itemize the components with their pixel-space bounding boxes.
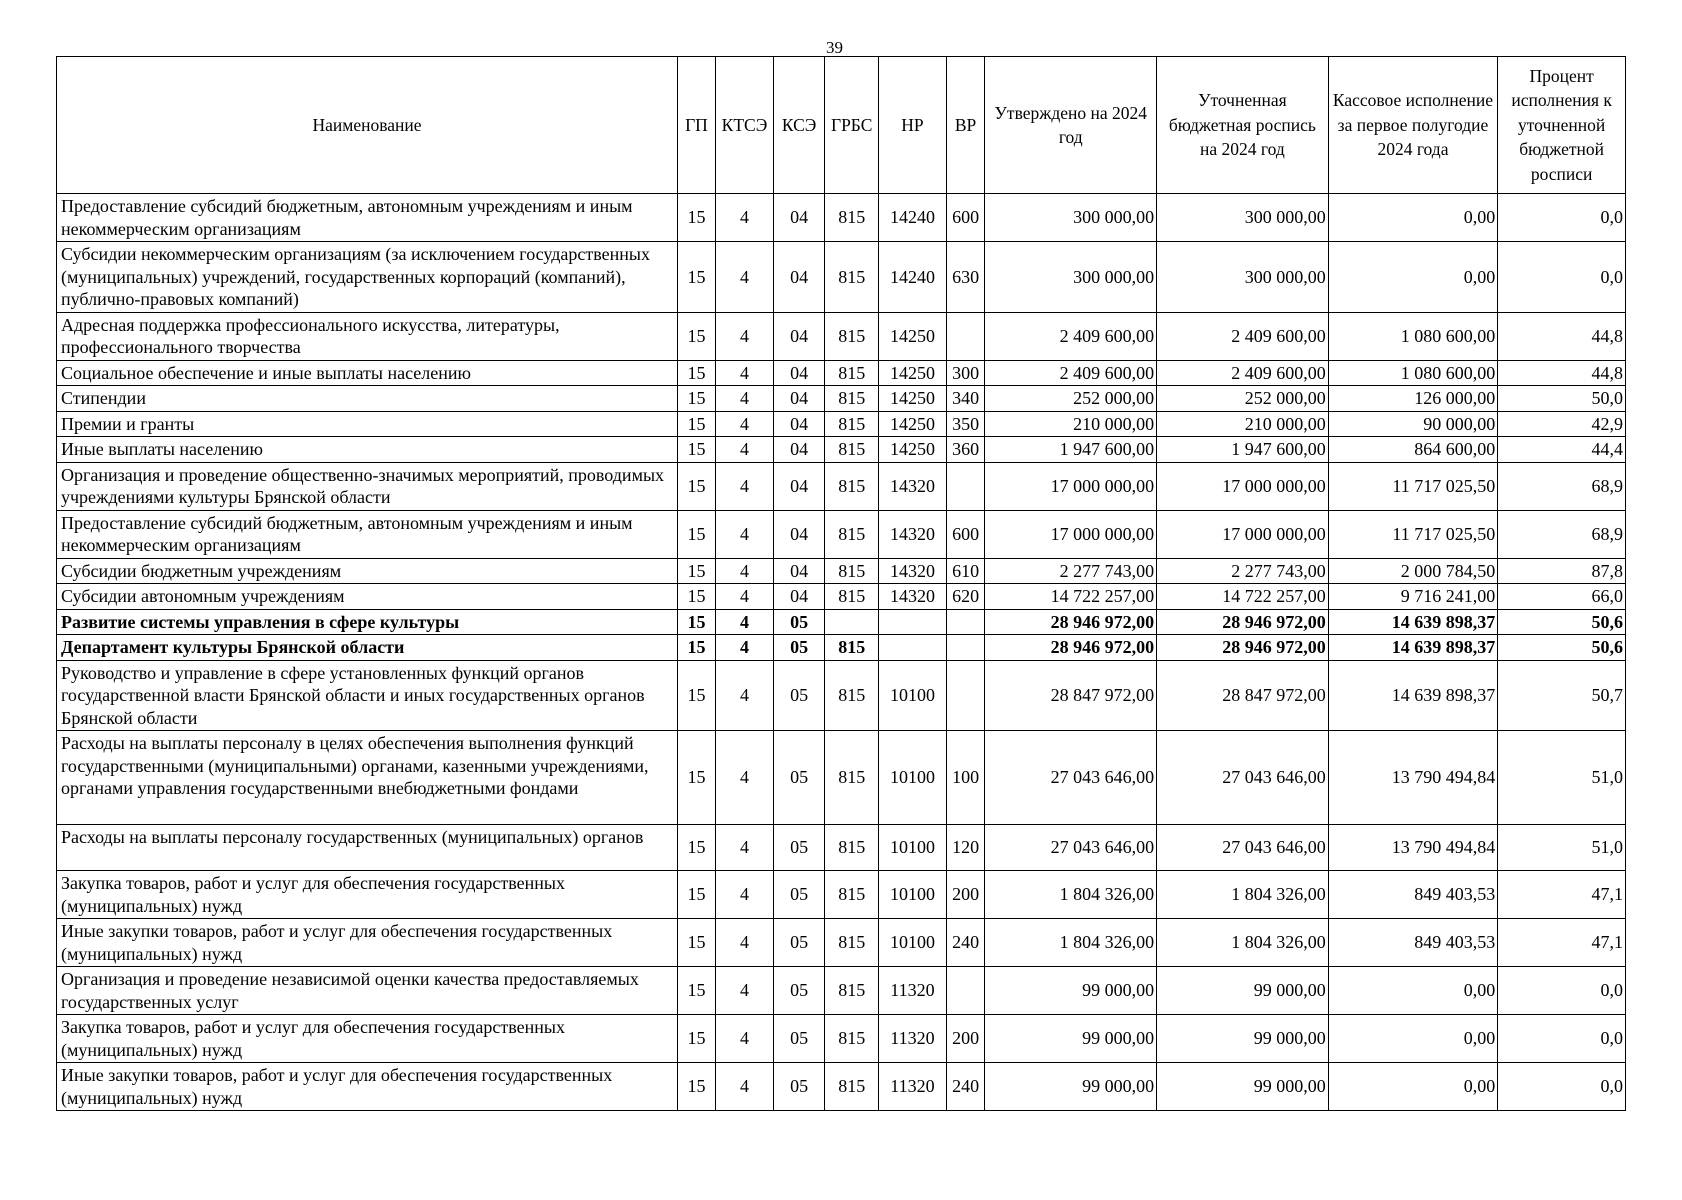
cell-approved: 27 043 646,00 xyxy=(985,825,1157,871)
cell-percent: 87,8 xyxy=(1498,558,1626,584)
cell-gp: 15 xyxy=(678,584,716,610)
cell-ktse: 4 xyxy=(715,871,773,919)
cell-gp: 15 xyxy=(678,609,716,635)
cell-refined: 1 947 600,00 xyxy=(1157,437,1329,463)
cell-refined: 2 409 600,00 xyxy=(1157,312,1329,360)
cell-ktse: 4 xyxy=(715,437,773,463)
cell-np: 10100 xyxy=(879,919,946,967)
cell-name: Департамент культуры Брянской области xyxy=(57,635,678,661)
cell-kse: 04 xyxy=(774,584,825,610)
cell-np: 11320 xyxy=(879,1015,946,1063)
cell-refined: 252 000,00 xyxy=(1157,386,1329,412)
header-kse: КСЭ xyxy=(774,57,825,194)
cell-gp: 15 xyxy=(678,825,716,871)
cell-vr: 100 xyxy=(946,731,985,825)
cell-kse: 04 xyxy=(774,312,825,360)
cell-grbs: 815 xyxy=(825,312,879,360)
cell-grbs: 815 xyxy=(825,194,879,242)
cell-name: Организация и проведение независимой оценки качества предоставляемых государственных услуг xyxy=(57,967,678,1015)
cell-vr xyxy=(946,312,985,360)
cell-percent: 0,0 xyxy=(1498,1063,1626,1111)
cell-approved: 2 409 600,00 xyxy=(985,360,1157,386)
table-row xyxy=(57,584,1626,610)
cell-name: Адресная поддержка профессионального искусства, литературы, профессионального творчества xyxy=(57,312,678,360)
cell-ktse: 4 xyxy=(715,967,773,1015)
cell-np: 11320 xyxy=(879,967,946,1015)
cell-kse: 04 xyxy=(774,411,825,437)
cell-percent: 44,8 xyxy=(1498,360,1626,386)
cell-percent: 50,6 xyxy=(1498,609,1626,635)
cell-approved: 1 804 326,00 xyxy=(985,871,1157,919)
cell-np xyxy=(879,609,946,635)
table-row xyxy=(57,411,1626,437)
cell-approved: 300 000,00 xyxy=(985,194,1157,242)
cell-vr: 300 xyxy=(946,360,985,386)
cell-percent: 47,1 xyxy=(1498,871,1626,919)
cell-kse: 05 xyxy=(774,1015,825,1063)
cell-gp: 15 xyxy=(678,871,716,919)
cell-np: 14250 xyxy=(879,411,946,437)
cell-name: Организация и проведение общественно-значимых мероприятий, проводимых учреждениями культуры Брянской области xyxy=(57,462,678,510)
cell-np: 14250 xyxy=(879,312,946,360)
cell-np: 14250 xyxy=(879,437,946,463)
cell-vr: 620 xyxy=(946,584,985,610)
cell-kse: 04 xyxy=(774,242,825,313)
cell-percent: 50,0 xyxy=(1498,386,1626,412)
cell-vr: 120 xyxy=(946,825,985,871)
cell-gp: 15 xyxy=(678,386,716,412)
cell-name: Иные выплаты населению xyxy=(57,437,678,463)
header-name: Наименование xyxy=(57,57,678,194)
cell-approved: 28 946 972,00 xyxy=(985,609,1157,635)
header-vr: ВР xyxy=(946,57,985,194)
cell-kse: 05 xyxy=(774,1063,825,1111)
table-row xyxy=(57,919,1626,967)
cell-ktse: 4 xyxy=(715,386,773,412)
cell-approved: 14 722 257,00 xyxy=(985,584,1157,610)
cell-vr xyxy=(946,609,985,635)
cell-cash: 13 790 494,84 xyxy=(1328,731,1498,825)
cell-vr: 600 xyxy=(946,510,985,558)
cell-kse: 05 xyxy=(774,731,825,825)
cell-np: 14320 xyxy=(879,584,946,610)
cell-grbs: 815 xyxy=(825,731,879,825)
cell-name: Расходы на выплаты персоналу государственных (муниципальных) органов xyxy=(57,825,678,871)
cell-kse: 05 xyxy=(774,660,825,731)
cell-percent: 0,0 xyxy=(1498,242,1626,313)
cell-vr xyxy=(946,660,985,731)
cell-grbs: 815 xyxy=(825,660,879,731)
cell-approved: 28 946 972,00 xyxy=(985,635,1157,661)
header-np: НР xyxy=(879,57,946,194)
table-row xyxy=(57,360,1626,386)
cell-vr: 340 xyxy=(946,386,985,412)
cell-kse: 04 xyxy=(774,437,825,463)
cell-cash: 1 080 600,00 xyxy=(1328,312,1498,360)
cell-name: Субсидии некоммерческим организациям (за исключением государственных (муниципальных) учреждений, государственных корпораций (компаний), публично-правовых компаний) xyxy=(57,242,678,313)
table-row xyxy=(57,871,1626,919)
table-row xyxy=(57,660,1626,731)
header-approved: Утверждено на 2024 год xyxy=(985,57,1157,194)
cell-name: Предоставление субсидий бюджетным, автономным учреждениям и иным некоммерческим организациям xyxy=(57,194,678,242)
cell-name: Субсидии бюджетным учреждениям xyxy=(57,558,678,584)
cell-gp: 15 xyxy=(678,1015,716,1063)
cell-cash: 849 403,53 xyxy=(1328,871,1498,919)
cell-name: Стипендии xyxy=(57,386,678,412)
cell-name: Иные закупки товаров, работ и услуг для обеспечения государственных (муниципальных) нужд xyxy=(57,1063,678,1111)
cell-refined: 28 847 972,00 xyxy=(1157,660,1329,731)
cell-vr: 600 xyxy=(946,194,985,242)
cell-refined: 17 000 000,00 xyxy=(1157,462,1329,510)
cell-approved: 17 000 000,00 xyxy=(985,510,1157,558)
cell-refined: 99 000,00 xyxy=(1157,1015,1329,1063)
table-row xyxy=(57,825,1626,871)
cell-ktse: 4 xyxy=(715,584,773,610)
cell-vr: 200 xyxy=(946,1015,985,1063)
cell-kse: 05 xyxy=(774,871,825,919)
cell-kse: 04 xyxy=(774,360,825,386)
cell-percent: 50,7 xyxy=(1498,660,1626,731)
cell-grbs: 815 xyxy=(825,967,879,1015)
cell-cash: 0,00 xyxy=(1328,194,1498,242)
cell-percent: 44,4 xyxy=(1498,437,1626,463)
table-row xyxy=(57,462,1626,510)
table-row xyxy=(57,1063,1626,1111)
cell-approved: 17 000 000,00 xyxy=(985,462,1157,510)
table-row xyxy=(57,609,1626,635)
cell-percent: 51,0 xyxy=(1498,825,1626,871)
cell-name: Руководство и управление в сфере установленных функций органов государственной власти Брянской области и иных государственных органов Брянской области xyxy=(57,660,678,731)
cell-np: 14250 xyxy=(879,386,946,412)
cell-cash: 0,00 xyxy=(1328,242,1498,313)
cell-np: 10100 xyxy=(879,825,946,871)
cell-name: Субсидии автономным учреждениям xyxy=(57,584,678,610)
table-row xyxy=(57,312,1626,360)
cell-vr xyxy=(946,462,985,510)
cell-cash: 864 600,00 xyxy=(1328,437,1498,463)
cell-percent: 0,0 xyxy=(1498,1015,1626,1063)
cell-cash: 2 000 784,50 xyxy=(1328,558,1498,584)
cell-grbs: 815 xyxy=(825,919,879,967)
cell-percent: 44,8 xyxy=(1498,312,1626,360)
cell-kse: 05 xyxy=(774,609,825,635)
header-gp: ГП xyxy=(678,57,716,194)
cell-ktse: 4 xyxy=(715,635,773,661)
cell-approved: 300 000,00 xyxy=(985,242,1157,313)
cell-grbs xyxy=(825,609,879,635)
cell-grbs: 815 xyxy=(825,437,879,463)
cell-grbs: 815 xyxy=(825,462,879,510)
cell-gp: 15 xyxy=(678,437,716,463)
cell-name: Иные закупки товаров, работ и услуг для обеспечения государственных (муниципальных) нужд xyxy=(57,919,678,967)
cell-gp: 15 xyxy=(678,967,716,1015)
cell-ktse: 4 xyxy=(715,242,773,313)
cell-name: Премии и гранты xyxy=(57,411,678,437)
cell-gp: 15 xyxy=(678,558,716,584)
cell-ktse: 4 xyxy=(715,731,773,825)
cell-name: Развитие системы управления в сфере культуры xyxy=(57,609,678,635)
cell-kse: 05 xyxy=(774,919,825,967)
cell-cash: 14 639 898,37 xyxy=(1328,660,1498,731)
cell-ktse: 4 xyxy=(715,1015,773,1063)
cell-grbs: 815 xyxy=(825,510,879,558)
cell-grbs: 815 xyxy=(825,386,879,412)
header-ktse: КТСЭ xyxy=(715,57,773,194)
cell-kse: 04 xyxy=(774,194,825,242)
cell-grbs: 815 xyxy=(825,360,879,386)
table-row xyxy=(57,1015,1626,1063)
cell-np: 10100 xyxy=(879,731,946,825)
cell-percent: 47,1 xyxy=(1498,919,1626,967)
cell-percent: 50,6 xyxy=(1498,635,1626,661)
cell-kse: 05 xyxy=(774,635,825,661)
cell-grbs: 815 xyxy=(825,411,879,437)
cell-refined: 300 000,00 xyxy=(1157,194,1329,242)
cell-percent: 68,9 xyxy=(1498,510,1626,558)
cell-kse: 04 xyxy=(774,386,825,412)
cell-kse: 04 xyxy=(774,462,825,510)
cell-cash: 11 717 025,50 xyxy=(1328,462,1498,510)
cell-name: Предоставление субсидий бюджетным, автономным учреждениям и иным некоммерческим организациям xyxy=(57,510,678,558)
cell-approved: 27 043 646,00 xyxy=(985,731,1157,825)
cell-gp: 15 xyxy=(678,731,716,825)
table-row xyxy=(57,194,1626,242)
page-number: 39 xyxy=(826,38,843,57)
cell-cash: 14 639 898,37 xyxy=(1328,635,1498,661)
table-row xyxy=(57,242,1626,313)
table-row xyxy=(57,386,1626,412)
cell-grbs: 815 xyxy=(825,584,879,610)
cell-kse: 04 xyxy=(774,510,825,558)
cell-grbs: 815 xyxy=(825,1063,879,1111)
cell-gp: 15 xyxy=(678,510,716,558)
cell-gp: 15 xyxy=(678,919,716,967)
cell-cash: 1 080 600,00 xyxy=(1328,360,1498,386)
cell-approved: 2 409 600,00 xyxy=(985,312,1157,360)
header-refined: Уточненная бюджетная роспись на 2024 год xyxy=(1157,57,1329,194)
table-row xyxy=(57,635,1626,661)
cell-gp: 15 xyxy=(678,635,716,661)
cell-ktse: 4 xyxy=(715,660,773,731)
cell-refined: 1 804 326,00 xyxy=(1157,871,1329,919)
cell-cash: 126 000,00 xyxy=(1328,386,1498,412)
cell-grbs: 815 xyxy=(825,871,879,919)
cell-cash: 90 000,00 xyxy=(1328,411,1498,437)
header-cash: Кассовое исполнение за первое полугодие 2024 года xyxy=(1328,57,1498,194)
cell-cash: 0,00 xyxy=(1328,967,1498,1015)
cell-refined: 17 000 000,00 xyxy=(1157,510,1329,558)
cell-cash: 14 639 898,37 xyxy=(1328,609,1498,635)
cell-grbs: 815 xyxy=(825,1015,879,1063)
cell-ktse: 4 xyxy=(715,462,773,510)
cell-refined: 14 722 257,00 xyxy=(1157,584,1329,610)
cell-np: 10100 xyxy=(879,660,946,731)
cell-refined: 2 409 600,00 xyxy=(1157,360,1329,386)
cell-np: 14320 xyxy=(879,558,946,584)
cell-approved: 28 847 972,00 xyxy=(985,660,1157,731)
cell-approved: 1 947 600,00 xyxy=(985,437,1157,463)
cell-refined: 28 946 972,00 xyxy=(1157,609,1329,635)
cell-refined: 300 000,00 xyxy=(1157,242,1329,313)
cell-cash: 11 717 025,50 xyxy=(1328,510,1498,558)
cell-grbs: 815 xyxy=(825,558,879,584)
cell-approved: 1 804 326,00 xyxy=(985,919,1157,967)
header-row xyxy=(57,57,1626,194)
cell-cash: 13 790 494,84 xyxy=(1328,825,1498,871)
cell-vr: 240 xyxy=(946,1063,985,1111)
cell-vr xyxy=(946,635,985,661)
cell-ktse: 4 xyxy=(715,194,773,242)
cell-vr: 350 xyxy=(946,411,985,437)
cell-grbs: 815 xyxy=(825,242,879,313)
header-grbs: ГРБС xyxy=(825,57,879,194)
cell-refined: 27 043 646,00 xyxy=(1157,825,1329,871)
cell-name: Закупка товаров, работ и услуг для обеспечения государственных (муниципальных) нужд xyxy=(57,1015,678,1063)
cell-gp: 15 xyxy=(678,660,716,731)
cell-percent: 0,0 xyxy=(1498,967,1626,1015)
cell-grbs: 815 xyxy=(825,635,879,661)
cell-percent: 68,9 xyxy=(1498,462,1626,510)
cell-ktse: 4 xyxy=(715,919,773,967)
cell-ktse: 4 xyxy=(715,510,773,558)
table-body xyxy=(57,194,1626,1111)
cell-cash: 9 716 241,00 xyxy=(1328,584,1498,610)
cell-percent: 42,9 xyxy=(1498,411,1626,437)
cell-refined: 210 000,00 xyxy=(1157,411,1329,437)
cell-name: Расходы на выплаты персоналу в целях обеспечения выполнения функций государственными (муниципальными) органами, казенными учреждениями, органами управления государственными внебюджетными фондами xyxy=(57,731,678,825)
cell-ktse: 4 xyxy=(715,1063,773,1111)
cell-approved: 252 000,00 xyxy=(985,386,1157,412)
cell-gp: 15 xyxy=(678,312,716,360)
table-row xyxy=(57,731,1626,825)
cell-gp: 15 xyxy=(678,242,716,313)
budget-table xyxy=(56,56,1626,1111)
cell-percent: 51,0 xyxy=(1498,731,1626,825)
cell-kse: 04 xyxy=(774,558,825,584)
cell-ktse: 4 xyxy=(715,360,773,386)
cell-np: 14320 xyxy=(879,462,946,510)
cell-approved: 210 000,00 xyxy=(985,411,1157,437)
cell-np: 14240 xyxy=(879,194,946,242)
header-percent: Процент исполнения к уточненной бюджетной росписи xyxy=(1498,57,1626,194)
cell-percent: 66,0 xyxy=(1498,584,1626,610)
cell-refined: 99 000,00 xyxy=(1157,1063,1329,1111)
cell-vr: 240 xyxy=(946,919,985,967)
table-row xyxy=(57,510,1626,558)
cell-percent: 0,0 xyxy=(1498,194,1626,242)
cell-approved: 99 000,00 xyxy=(985,967,1157,1015)
cell-approved: 2 277 743,00 xyxy=(985,558,1157,584)
cell-refined: 99 000,00 xyxy=(1157,967,1329,1015)
cell-gp: 15 xyxy=(678,411,716,437)
cell-ktse: 4 xyxy=(715,558,773,584)
cell-gp: 15 xyxy=(678,1063,716,1111)
cell-approved: 99 000,00 xyxy=(985,1063,1157,1111)
cell-approved: 99 000,00 xyxy=(985,1015,1157,1063)
cell-ktse: 4 xyxy=(715,312,773,360)
cell-refined: 28 946 972,00 xyxy=(1157,635,1329,661)
cell-refined: 27 043 646,00 xyxy=(1157,731,1329,825)
cell-np xyxy=(879,635,946,661)
cell-cash: 0,00 xyxy=(1328,1015,1498,1063)
cell-np: 10100 xyxy=(879,871,946,919)
cell-gp: 15 xyxy=(678,194,716,242)
cell-np: 11320 xyxy=(879,1063,946,1111)
cell-ktse: 4 xyxy=(715,609,773,635)
cell-vr: 360 xyxy=(946,437,985,463)
cell-ktse: 4 xyxy=(715,411,773,437)
cell-ktse: 4 xyxy=(715,825,773,871)
cell-refined: 2 277 743,00 xyxy=(1157,558,1329,584)
cell-kse: 05 xyxy=(774,967,825,1015)
cell-kse: 05 xyxy=(774,825,825,871)
cell-vr: 200 xyxy=(946,871,985,919)
table-row xyxy=(57,437,1626,463)
cell-np: 14250 xyxy=(879,360,946,386)
cell-refined: 1 804 326,00 xyxy=(1157,919,1329,967)
cell-name: Социальное обеспечение и иные выплаты населению xyxy=(57,360,678,386)
cell-vr: 630 xyxy=(946,242,985,313)
cell-cash: 849 403,53 xyxy=(1328,919,1498,967)
cell-vr xyxy=(946,967,985,1015)
cell-vr: 610 xyxy=(946,558,985,584)
table-row xyxy=(57,967,1626,1015)
table-row xyxy=(57,558,1626,584)
cell-np: 14240 xyxy=(879,242,946,313)
cell-grbs: 815 xyxy=(825,825,879,871)
cell-name: Закупка товаров, работ и услуг для обеспечения государственных (муниципальных) нужд xyxy=(57,871,678,919)
cell-gp: 15 xyxy=(678,462,716,510)
cell-gp: 15 xyxy=(678,360,716,386)
cell-np: 14320 xyxy=(879,510,946,558)
cell-cash: 0,00 xyxy=(1328,1063,1498,1111)
